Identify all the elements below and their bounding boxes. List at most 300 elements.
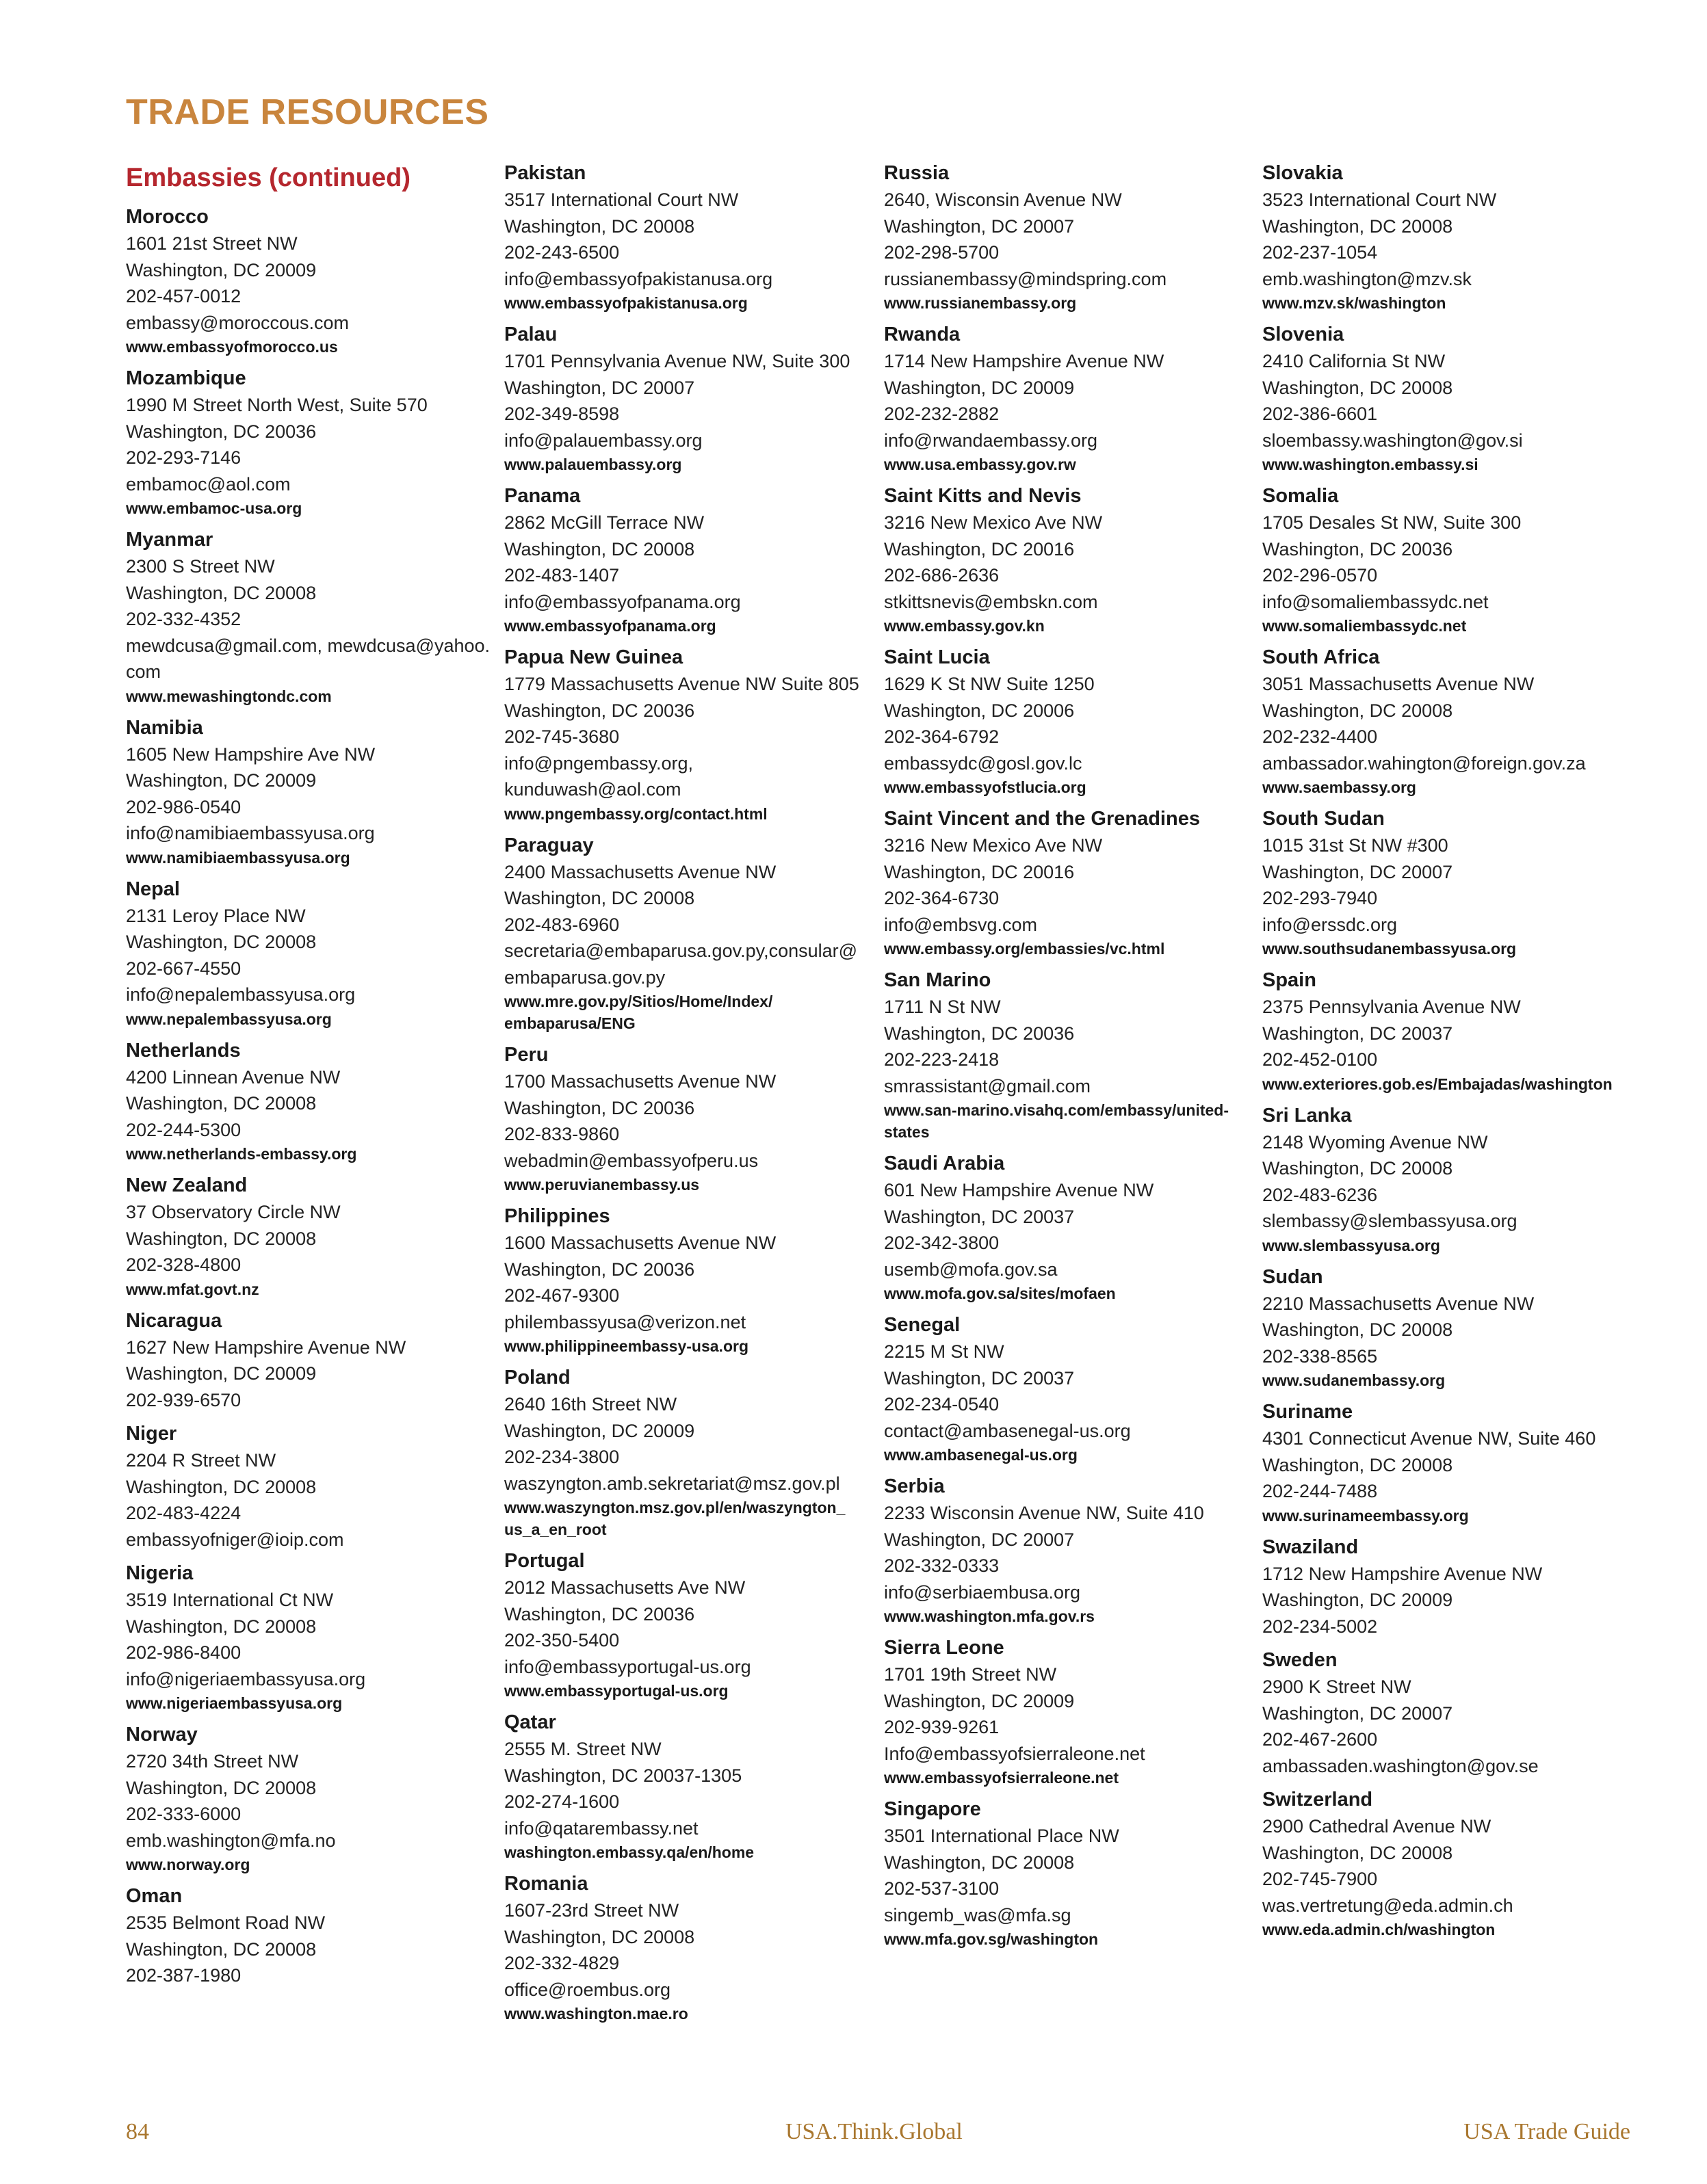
embassy-entry <box>884 1473 1253 1627</box>
address-line: 1701 Pennsylvania Avenue NW, Suite 300 <box>504 351 850 371</box>
address-line: 202-298-5700 <box>884 242 1000 263</box>
address-line: Washington, DC 20008 <box>1262 700 1453 721</box>
address-line: 1711 N St NW <box>884 997 1001 1017</box>
website-link[interactable]: www.philippineembassy-usa.org <box>504 1337 748 1355</box>
embassy-entry <box>126 1421 495 1553</box>
address-line: 2233 Wisconsin Avenue NW, Suite 410 <box>884 1503 1204 1523</box>
address-line: 1607-23rd Street NW <box>504 1900 679 1921</box>
address-line: 202-833-9860 <box>504 1124 620 1144</box>
website-link[interactable]: www.peruvianembassy.us <box>504 1176 700 1194</box>
address-line: office@roembus.org <box>504 1979 671 2000</box>
website-link[interactable]: www.somaliembassydc.net <box>1262 617 1467 635</box>
country-name: Russia <box>884 162 950 184</box>
country-name: Saint Kitts and Nevis <box>884 485 1082 507</box>
website-link[interactable]: www.washington.embassy.si <box>1262 456 1478 473</box>
address-line: Washington, DC 20008 <box>504 1926 695 1947</box>
address-line: webadmin@embassyofperu.us <box>504 1150 759 1171</box>
country-name: South Sudan <box>1262 808 1385 830</box>
address-line: 1015 31st St NW #300 <box>1262 835 1448 856</box>
embassy-entry <box>1262 321 1632 475</box>
address-line: Washington, DC 20006 <box>884 700 1075 721</box>
country-name: Palau <box>504 324 558 345</box>
address-line: 202-986-8400 <box>126 1642 242 1663</box>
address-line: Washington, DC 20008 <box>126 1777 317 1798</box>
embassy-entry <box>504 1548 874 1702</box>
country-name: Sudan <box>1262 1265 1323 1288</box>
country-name: Slovakia <box>1262 162 1343 184</box>
embassy-entry <box>126 1038 495 1166</box>
embassy-entry <box>884 967 1253 1143</box>
address-line: info@pngembassy.org, kunduwash@aol.com <box>504 752 694 800</box>
website-link[interactable]: www.mofa.gov.sa/sites/mofaen <box>884 1285 1116 1302</box>
website-link[interactable]: www.nigeriaembassyusa.org <box>126 1694 343 1712</box>
address-line: 601 New Hampshire Avenue NW <box>884 1180 1154 1200</box>
address-line: info@rwandaembassy.org <box>884 430 1098 451</box>
embassy-entry <box>1262 967 1632 1095</box>
address-line: smrassistant@gmail.com <box>884 1075 1091 1096</box>
section-heading: Embassies (continued) <box>126 163 411 192</box>
address-line: Washington, DC 20009 <box>504 1420 695 1441</box>
address-line: 2204 R Street NW <box>126 1450 276 1471</box>
address-line: 1629 K St NW Suite 1250 <box>884 674 1095 694</box>
website-link[interactable]: www.exteriores.gob.es/Embajadas/washington <box>1262 1075 1613 1093</box>
address-line: 202-939-9261 <box>884 1717 1000 1737</box>
address-line: Washington, DC 20007 <box>1262 1702 1453 1724</box>
address-line: 202-350-5400 <box>504 1630 620 1650</box>
address-line: embassydc@gosl.gov.lc <box>884 752 1082 774</box>
address-line: info@nigeriaembassyusa.org <box>126 1668 366 1689</box>
embassy-entry <box>504 160 874 314</box>
address-line: Washington, DC 20036 <box>884 1023 1075 1044</box>
address-line: 202-986-0540 <box>126 796 242 817</box>
address-line: 1701 19th Street NW <box>884 1664 1057 1685</box>
embassy-entry <box>504 644 874 825</box>
address-line: Washington, DC 20008 <box>504 538 695 560</box>
website-link[interactable]: www.san-marino.visahq.com/embassy/united- states <box>884 1101 1229 1141</box>
address-line: 2300 S Street NW <box>126 556 275 577</box>
address-line: ambassaden.washington@gov.se <box>1262 1755 1539 1776</box>
address-line: Washington, DC 20037-1305 <box>504 1765 742 1786</box>
address-line: embassy@moroccous.com <box>126 312 350 333</box>
address-line: 1705 Desales St NW, Suite 300 <box>1262 512 1522 533</box>
address-line: info@serbiaembusa.org <box>884 1581 1081 1603</box>
address-line: embaparusa.gov.py <box>504 966 666 988</box>
address-line: info@erssdc.org <box>1262 914 1397 935</box>
address-line: Info@embassyofsierraleone.net <box>884 1743 1145 1764</box>
address-line: sloembassy.washington@gov.si <box>1262 430 1523 451</box>
country-name: Somalia <box>1262 485 1339 507</box>
address-line: 3051 Massachusetts Avenue NW <box>1262 674 1535 694</box>
column-2 <box>504 160 874 2032</box>
website-link[interactable]: www.slembassyusa.org <box>1262 1236 1440 1254</box>
website-link[interactable]: www.embassyofpanama.org <box>504 617 716 635</box>
address-line: emb.washington@mzv.sk <box>1262 268 1472 289</box>
address-line: info@nepalembassyusa.org <box>126 984 356 1005</box>
website-link[interactable]: www.ambasenegal-us.org <box>884 1446 1078 1464</box>
address-line: 202-332-0333 <box>884 1555 1000 1576</box>
country-name: Switzerland <box>1262 1789 1373 1811</box>
website-link[interactable]: www.embassyofpakistanusa.org <box>504 294 748 312</box>
address-line: was.vertretung@eda.admin.ch <box>1262 1895 1513 1916</box>
country-name: Qatar <box>504 1711 556 1733</box>
address-line: Washington, DC 20008 <box>126 932 317 952</box>
address-line: 2400 Massachusetts Avenue NW <box>504 861 777 882</box>
embassy-entry <box>1262 1647 1632 1779</box>
country-name: Swaziland <box>1262 1536 1359 1558</box>
address-line: philembassyusa@verizon.net <box>504 1311 746 1332</box>
website-link[interactable]: www.nepalembassyusa.org <box>126 1010 332 1028</box>
country-name: Sierra Leone <box>884 1637 1004 1659</box>
address-line: 202-232-4400 <box>1262 726 1378 747</box>
address-line: Washington, DC 20007 <box>504 377 695 398</box>
embassy-entry <box>504 832 874 1035</box>
website-link[interactable]: www.usa.embassy.gov.rw <box>884 456 1076 473</box>
address-line: 2900 K Street NW <box>1262 1676 1411 1697</box>
address-line: info@embassyportugal-us.org <box>504 1656 751 1677</box>
country-name: South Africa <box>1262 646 1380 668</box>
embassy-entry <box>504 1871 874 2025</box>
website-link[interactable]: www.mzv.sk/washington <box>1262 294 1446 312</box>
address-line: 2410 California St NW <box>1262 351 1446 371</box>
address-line: 202-328-4800 <box>126 1254 242 1275</box>
country-name: Romania <box>504 1873 588 1895</box>
address-line: emb.washington@mfa.no <box>126 1830 336 1851</box>
website-link[interactable]: www.eda.admin.ch/washington <box>1262 1921 1496 1938</box>
country-name: Suriname <box>1262 1401 1353 1423</box>
embassy-entry <box>1262 160 1632 314</box>
address-line: 3519 International Ct NW <box>126 1590 334 1610</box>
address-line: 4301 Connecticut Avenue NW, Suite 460 <box>1262 1428 1596 1449</box>
website-link[interactable]: www.embassy.gov.kn <box>884 617 1045 635</box>
address-line: 202-332-4352 <box>126 609 242 629</box>
address-line: 202-686-2636 <box>884 565 1000 586</box>
address-line: 2375 Pennsylvania Avenue NW <box>1262 997 1521 1017</box>
country-name: Nepal <box>126 878 180 900</box>
address-line: Washington, DC 20016 <box>884 861 1075 882</box>
embassy-entry <box>884 483 1253 637</box>
address-line: com <box>126 661 161 682</box>
address-line: stkittsnevis@embskn.com <box>884 591 1098 612</box>
address-line: 2012 Massachusetts Ave NW <box>504 1577 746 1598</box>
website-link[interactable]: www.surinameembassy.org <box>1262 1506 1469 1525</box>
address-line: 202-483-6236 <box>1262 1184 1378 1205</box>
address-line: 3523 International Court NW <box>1262 189 1497 210</box>
website-link[interactable]: www.southsudanembassyusa.org <box>1262 940 1517 958</box>
address-line: Washington, DC 20008 <box>126 1476 317 1497</box>
country-name: Philippines <box>504 1205 610 1227</box>
country-name: Saint Vincent and the Grenadines <box>884 808 1200 830</box>
address-line: 202-364-6730 <box>884 888 1000 908</box>
address-line: 202-745-3680 <box>504 726 620 747</box>
embassy-entry <box>126 1308 495 1414</box>
address-line: 202-234-0540 <box>884 1394 1000 1415</box>
address-line: 1627 New Hampshire Avenue NW <box>126 1337 406 1358</box>
country-name: Poland <box>504 1367 571 1389</box>
embassy-entry <box>884 806 1253 960</box>
address-line: 202-243-6500 <box>504 242 620 263</box>
address-line: 202-223-2418 <box>884 1049 1000 1070</box>
website-link[interactable]: www.pngembassy.org/contact.html <box>504 804 768 823</box>
country-name: Peru <box>504 1044 549 1066</box>
embassy-entry <box>884 160 1253 314</box>
address-line: slembassy@slembassyusa.org <box>1262 1211 1517 1231</box>
country-name: Norway <box>126 1724 198 1746</box>
embassy-entry <box>884 1312 1253 1466</box>
address-line: Washington, DC 20036 <box>126 421 317 442</box>
address-line: Washington, DC 20007 <box>1262 861 1453 882</box>
footer-tagline: USA.Think.Global <box>785 2119 963 2144</box>
embassy-entry <box>504 1203 874 1357</box>
address-line: 3216 New Mexico Ave NW <box>884 835 1103 856</box>
embassy-entry <box>504 483 874 637</box>
address-line: Washington, DC 20008 <box>126 1093 317 1114</box>
country-name: Oman <box>126 1885 183 1907</box>
country-name: New Zealand <box>126 1174 248 1196</box>
address-line: Washington, DC 20009 <box>884 377 1075 398</box>
address-line: Washington, DC 20036 <box>504 1097 695 1118</box>
country-name: Panama <box>504 485 581 507</box>
embassy-entry <box>126 365 495 519</box>
embassy-entry <box>884 644 1253 798</box>
address-line: 202-452-0100 <box>1262 1049 1378 1070</box>
website-link[interactable]: www.embassyofstlucia.org <box>884 778 1086 796</box>
website-link[interactable]: www.embassyofmorocco.us <box>126 338 338 356</box>
country-name: Spain <box>1262 969 1316 991</box>
address-line: 2535 Belmont Road NW <box>126 1912 326 1933</box>
address-line: 202-483-4224 <box>126 1503 242 1523</box>
country-name: Sweden <box>1262 1649 1338 1671</box>
address-line: embamoc@aol.com <box>126 473 291 495</box>
country-name: Niger <box>126 1423 177 1445</box>
country-name: Rwanda <box>884 324 961 345</box>
address-line: 3501 International Place NW <box>884 1826 1119 1846</box>
address-line: 1714 New Hampshire Avenue NW <box>884 351 1164 371</box>
website-link[interactable]: www.namibiaembassyusa.org <box>126 848 350 867</box>
address-line: 2210 Massachusetts Avenue NW <box>1262 1293 1535 1314</box>
address-line: 3216 New Mexico Ave NW <box>884 512 1103 533</box>
address-line: 202-234-3800 <box>504 1447 620 1467</box>
country-name: Singapore <box>884 1798 981 1820</box>
embassy-entry <box>126 876 495 1030</box>
address-line: 2640 16th Street NW <box>504 1394 677 1415</box>
address-line: Washington, DC 20008 <box>1262 1319 1453 1340</box>
embassy-entry <box>126 1560 495 1714</box>
address-line: Washington, DC 20036 <box>504 1259 695 1280</box>
address-line: 202-467-9300 <box>504 1285 620 1306</box>
address-line: 202-232-2882 <box>884 404 1000 424</box>
country-name: Sri Lanka <box>1262 1104 1352 1127</box>
address-line: Washington, DC 20009 <box>126 1363 317 1384</box>
address-line: 202-237-1054 <box>1262 242 1378 263</box>
address-line: 1600 Massachusetts Avenue NW <box>504 1233 777 1253</box>
address-line: 2900 Cathedral Avenue NW <box>1262 1816 1491 1837</box>
address-line: 202-296-0570 <box>1262 565 1378 586</box>
address-line: 3517 International Court NW <box>504 189 739 210</box>
address-line: info@somaliembassydc.net <box>1262 591 1489 612</box>
column-1 <box>126 160 495 1997</box>
address-line: Washington, DC 20008 <box>1262 377 1453 398</box>
address-line: 2640, Wisconsin Avenue NW <box>884 189 1122 210</box>
address-line: 202-244-7488 <box>1262 1481 1378 1501</box>
website-link[interactable]: www.palauembassy.org <box>504 456 682 473</box>
address-line: 202-483-6960 <box>504 914 620 935</box>
website-link[interactable]: www.embassyportugal-us.org <box>504 1682 729 1700</box>
country-name: Paraguay <box>504 834 594 856</box>
website-link[interactable]: www.embassyofsierraleone.net <box>884 1769 1119 1787</box>
address-line: 202-667-4550 <box>126 958 242 979</box>
address-line: Washington, DC 20009 <box>884 1690 1075 1711</box>
address-line: info@embsvg.com <box>884 914 1037 935</box>
address-line: Washington, DC 20037 <box>884 1367 1075 1389</box>
address-line: Washington, DC 20036 <box>1262 538 1453 560</box>
column-3 <box>884 160 1253 1958</box>
address-line: ambassador.wahington@foreign.gov.za <box>1262 752 1586 774</box>
country-name: Mozambique <box>126 367 246 389</box>
address-line: Washington, DC 20008 <box>504 215 695 237</box>
address-line: russianembassy@mindspring.com <box>884 268 1167 289</box>
country-name: Netherlands <box>126 1039 241 1062</box>
address-line: 202-467-2600 <box>1262 1729 1378 1750</box>
address-line: secretaria@embaparusa.gov.py,consular@ <box>504 940 858 961</box>
country-name: Namibia <box>126 716 203 739</box>
address-line: 202-333-6000 <box>126 1804 242 1824</box>
website-link[interactable]: washington.embassy.qa/en/home <box>504 1843 755 1861</box>
address-line: Washington, DC 20008 <box>1262 1842 1453 1863</box>
embassy-entry <box>504 321 874 475</box>
address-line: Washington, DC 20009 <box>1262 1590 1453 1610</box>
website-link[interactable]: www.waszyngton.msz.gov.pl/en/waszyngton_ us_a_en_root <box>504 1499 846 1538</box>
address-line: Washington, DC 20008 <box>884 1852 1075 1873</box>
page-title: TRADE RESOURCES <box>126 92 489 132</box>
address-line: 1605 New Hampshire Ave NW <box>126 744 376 765</box>
address-line: 202-332-4829 <box>504 1953 620 1973</box>
address-line: 202-364-6792 <box>884 726 1000 747</box>
address-line: 202-244-5300 <box>126 1119 242 1140</box>
embassy-entry <box>884 1796 1253 1950</box>
address-line: 1700 Massachusetts Avenue NW <box>504 1071 777 1092</box>
footer-publication: USA Trade Guide <box>1463 2119 1630 2144</box>
address-line: info@palauembassy.org <box>504 430 703 451</box>
embassy-entry <box>1262 806 1632 960</box>
country-name: Pakistan <box>504 162 586 184</box>
address-line: Washington, DC 20008 <box>504 888 695 908</box>
country-name: Papua New Guinea <box>504 646 683 668</box>
country-name: Nigeria <box>126 1562 194 1584</box>
embassy-entry <box>884 1150 1253 1304</box>
embassy-entry <box>1262 1103 1632 1257</box>
address-line: Washington, DC 20037 <box>884 1206 1075 1227</box>
country-name: Senegal <box>884 1314 961 1336</box>
address-line: 2862 McGill Terrace NW <box>504 512 705 533</box>
embassy-entry <box>1262 1399 1632 1527</box>
address-line: waszyngton.amb.sekretariat@msz.gov.pl <box>504 1473 840 1494</box>
website-link[interactable]: www.norway.org <box>126 1856 250 1873</box>
embassy-entry <box>126 1722 495 1876</box>
address-line: 202-349-8598 <box>504 404 620 424</box>
embassy-entry <box>1262 1787 1632 1940</box>
address-line: 1712 New Hampshire Avenue NW <box>1262 1563 1543 1584</box>
embassy-entry <box>126 715 495 869</box>
embassy-entry <box>126 204 495 358</box>
address-line: 202-293-7146 <box>126 447 242 468</box>
website-link[interactable]: www.sudanembassy.org <box>1262 1371 1446 1389</box>
address-line: 202-387-1980 <box>126 1965 242 1986</box>
website-link[interactable]: www.russianembassy.org <box>884 294 1077 312</box>
address-line: Washington, DC 20037 <box>1262 1023 1453 1044</box>
address-line: Washington, DC 20008 <box>1262 1454 1453 1475</box>
address-line: Washington, DC 20009 <box>126 259 317 280</box>
embassy-entry <box>884 1635 1253 1789</box>
address-line: info@namibiaembassyusa.org <box>126 823 375 843</box>
address-line: contact@ambasenegal-us.org <box>884 1420 1131 1441</box>
address-line: Washington, DC 20008 <box>126 582 317 603</box>
address-line: singemb_was@mfa.sg <box>884 1904 1071 1925</box>
address-line: info@qatarembassy.net <box>504 1817 699 1839</box>
country-name: Saint Lucia <box>884 646 990 668</box>
address-line: Washington, DC 20008 <box>1262 215 1453 237</box>
website-link[interactable]: www.washington.mfa.gov.rs <box>884 1607 1095 1625</box>
website-link[interactable]: www.washington.mae.ro <box>504 2005 688 2023</box>
website-link[interactable]: www.embamoc-usa.org <box>126 499 302 517</box>
embassy-entry <box>504 1365 874 1540</box>
address-line: Washington, DC 20008 <box>126 1938 317 1960</box>
embassy-entry <box>126 527 495 707</box>
website-link[interactable]: www.saembassy.org <box>1262 778 1416 796</box>
country-name: Myanmar <box>126 529 213 551</box>
address-line: 37 Observatory Circle NW <box>126 1202 341 1222</box>
address-line: usemb@mofa.gov.sa <box>884 1259 1058 1280</box>
country-name: Serbia <box>884 1475 945 1497</box>
column-4 <box>1262 160 1632 1948</box>
address-line: 202-338-8565 <box>1262 1345 1378 1367</box>
website-link[interactable]: www.mfat.govt.nz <box>126 1280 259 1298</box>
address-line: Washington, DC 20036 <box>504 700 695 721</box>
embassy-entry <box>1262 483 1632 637</box>
address-line: mewdcusa@gmail.com, mewdcusa@yahoo. <box>126 635 491 656</box>
website-link[interactable]: www.mre.gov.py/Sitios/Home/Index/ embaparusa/ENG <box>504 992 773 1032</box>
website-link[interactable]: www.mewashingtondc.com <box>126 687 332 705</box>
address-line: 1779 Massachusetts Avenue NW Suite 805 <box>504 674 859 694</box>
embassy-entry <box>126 1883 495 1989</box>
embassy-entry <box>1262 1264 1632 1392</box>
address-line: 202-745-7900 <box>1262 1869 1378 1889</box>
address-line: 202-386-6601 <box>1262 404 1378 424</box>
embassy-entry <box>1262 1534 1632 1640</box>
address-line: embassyofniger@ioip.com <box>126 1529 344 1550</box>
address-line: 2131 Leroy Place NW <box>126 905 306 926</box>
website-link[interactable]: www.mfa.gov.sg/washington <box>884 1930 1099 1948</box>
address-line: 202-537-3100 <box>884 1878 1000 1899</box>
embassy-entry <box>884 321 1253 475</box>
address-line: Washington, DC 20007 <box>884 1529 1075 1550</box>
website-link[interactable]: www.embassy.org/embassies/vc.html <box>884 940 1165 958</box>
address-line: 202-274-1600 <box>504 1791 620 1812</box>
country-name: Nicaragua <box>126 1309 222 1332</box>
address-line: Washington, DC 20008 <box>126 1228 317 1249</box>
country-name: Slovenia <box>1262 324 1344 345</box>
website-link[interactable]: www.netherlands-embassy.org <box>126 1145 357 1163</box>
address-line: Washington, DC 20008 <box>126 1616 317 1637</box>
page-number: 84 <box>126 2119 149 2144</box>
address-line: Washington, DC 20007 <box>884 215 1075 237</box>
address-line: 202-234-5002 <box>1262 1616 1378 1637</box>
address-line: 1601 21st Street NW <box>126 233 298 254</box>
address-line: 4200 Linnean Avenue NW <box>126 1066 341 1088</box>
address-line: info@embassyofpanama.org <box>504 591 741 612</box>
address-line: Washington, DC 20008 <box>1262 1158 1453 1179</box>
address-line: 202-483-1407 <box>504 565 620 586</box>
country-name: Portugal <box>504 1550 585 1572</box>
